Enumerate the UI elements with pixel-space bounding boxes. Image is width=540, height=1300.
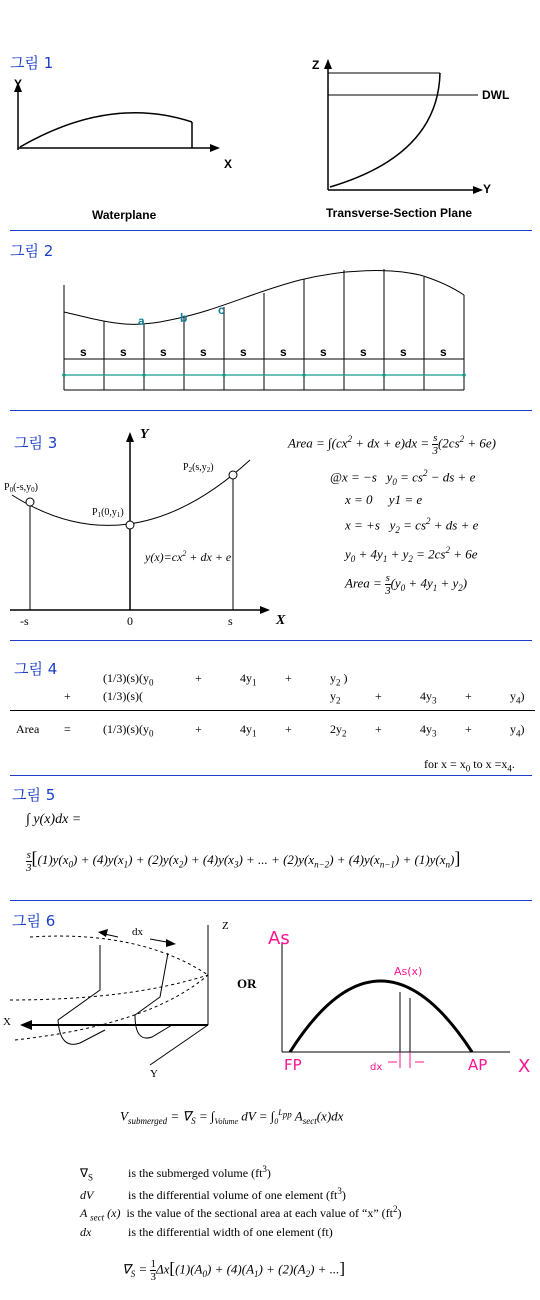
fig6-axis-y: Y [150, 1068, 158, 1080]
section-axis-z: Z [312, 58, 320, 72]
tick-zero: 0 [127, 614, 133, 628]
simpson-volume: $\nabla_S = 1$ 3 $\Delta x[(1)(A_0) + (4)(A_1) + (2)(A_2)$ + ...] [122, 1258, 346, 1283]
fig4-row-1: $(1/3)(s)(y_0$ + $4y_1$ + $y_2$ ) [103, 671, 348, 688]
ap-label: AP [468, 1056, 488, 1074]
curve-equation: $y(x)=cx^2$ + dx + e [145, 549, 232, 564]
sum-rule [10, 710, 535, 711]
def-3: A $_{sect}$ (x) is the value of the sectional area at each value of “x” $(ft^2)$ [80, 1204, 402, 1223]
fig6-axis-x: X [3, 1016, 11, 1028]
waterplane-axis-y: Y [14, 77, 23, 91]
separator [10, 640, 532, 641]
transverse-section-diagram [300, 55, 520, 205]
spacing-s: s [160, 345, 167, 359]
separator [10, 775, 532, 776]
point-c: c [218, 303, 225, 317]
simpson-stations-diagram [0, 255, 540, 395]
p2-label: $P_2(s,y_2)$ [183, 462, 214, 474]
def-1: $\nabla_S$ is the submerged volume $(ft^3)$ [80, 1164, 271, 1183]
sectional-area-curve [260, 920, 540, 1080]
spacing-s: s [320, 345, 327, 359]
separator [10, 900, 532, 901]
fig4-note: for $x = x_0$ to $x =x_4$. [424, 757, 515, 774]
area-equation: Area = $\int(cx^2$ + dx + e)dx = s 3 $(2cs^2 + 6e)$ [288, 432, 497, 457]
eq-area-simpson: Area = s 3 $(y_0 + 4y_1 + y_2)$ [345, 572, 468, 597]
spacing-s: s [400, 345, 407, 359]
figure-4-label: 그림 4 [14, 660, 58, 678]
eq-at-pos-s: x = +s $y_2 = cs^2$ + ds + e [345, 516, 479, 535]
waterplane-axis-x: X [224, 157, 233, 171]
spacing-s: s [200, 345, 207, 359]
parabola-diagram [0, 420, 300, 640]
p0-label: $P_0(-s,y_0)$ [4, 482, 38, 494]
fig4-row-3: Area = $(1/3)(s)(y_0$ + $4y_1$ + $2y_2$ + $4y_3$ + $y_4$) [16, 722, 525, 739]
fig4-row-2: + (1/3)(s)( $y_2$ + $4y_3$ + $y_4$) [64, 689, 525, 706]
figure-3-label: 그림 3 [14, 434, 58, 452]
eq-at-zero: x = 0 y1 = e [345, 492, 423, 507]
spacing-s: s [120, 345, 127, 359]
waterplane-caption: Waterplane [92, 208, 157, 222]
spacing-s: s [240, 345, 247, 359]
fig3-axis-x: X [276, 613, 286, 628]
point-a: a [138, 314, 145, 328]
def-4: dx is the differential width of one element (ft) [80, 1224, 333, 1239]
x2-axis-label: X [518, 1056, 531, 1077]
section-axis-y: Y [483, 182, 492, 196]
p1-label: $P_1(0,y_1)$ [92, 507, 124, 519]
def-2: dV is the differential volume of one element $(ft^3)$ [80, 1186, 346, 1203]
separator [10, 410, 532, 411]
fig3-axis-y: Y [140, 427, 149, 442]
simpson-sum: s 3 [$(1)y(x_0) + (4)y(x_1) + (2)y(x_2) + (4)y(x_3)$ + ... + $(2)y(x_{n-2}) + (4)y(x_{n-1}) + (1)y(x_n)$] [26, 848, 461, 874]
spacing-s: s [80, 345, 87, 359]
eq-at-neg-s: @x = −s $y_0 = cs^2$ − ds + e [330, 468, 476, 487]
figure-1-label: 그림 1 [10, 54, 54, 72]
dx2-label: dx [370, 1062, 383, 1073]
waterplane-diagram [0, 70, 260, 210]
or-label: OR [237, 976, 257, 991]
definitions [80, 1162, 401, 1239]
spacing-s: s [360, 345, 367, 359]
spacing-s: s [440, 345, 447, 359]
as-x-label: As(x) [394, 965, 423, 978]
dwl-label: DWL [482, 88, 510, 102]
figure-6-label: 그림 6 [12, 912, 56, 930]
hull-volume-diagram [0, 915, 260, 1080]
integral-lhs: ∫ y(x)dx = [26, 812, 82, 827]
spacing-s: s [280, 345, 287, 359]
transverse-caption: Transverse-Section Plane [326, 206, 473, 220]
tick-pos-s: s [228, 614, 233, 628]
separator [10, 230, 532, 231]
figure-5-label: 그림 5 [12, 786, 56, 804]
point-b: b [180, 311, 188, 325]
tick-neg-s: -s [20, 614, 29, 628]
fig6-axis-z: Z [222, 920, 229, 932]
fp-label: FP [284, 1056, 302, 1074]
eq-sum: $y_0 + 4y_1 + y_2 = 2cs^2 + 6e$ [345, 545, 478, 564]
figure-2-label: 그림 2 [10, 242, 54, 260]
as-axis-label: As [268, 928, 290, 949]
dx-label: dx [132, 926, 143, 938]
volume-equation: $V_{submerged} = \nabla_S = \int_{Volume}$ dV = $\int_0^{L_{pp}}$ $A_{sect}(x)dx$ [120, 1108, 344, 1126]
